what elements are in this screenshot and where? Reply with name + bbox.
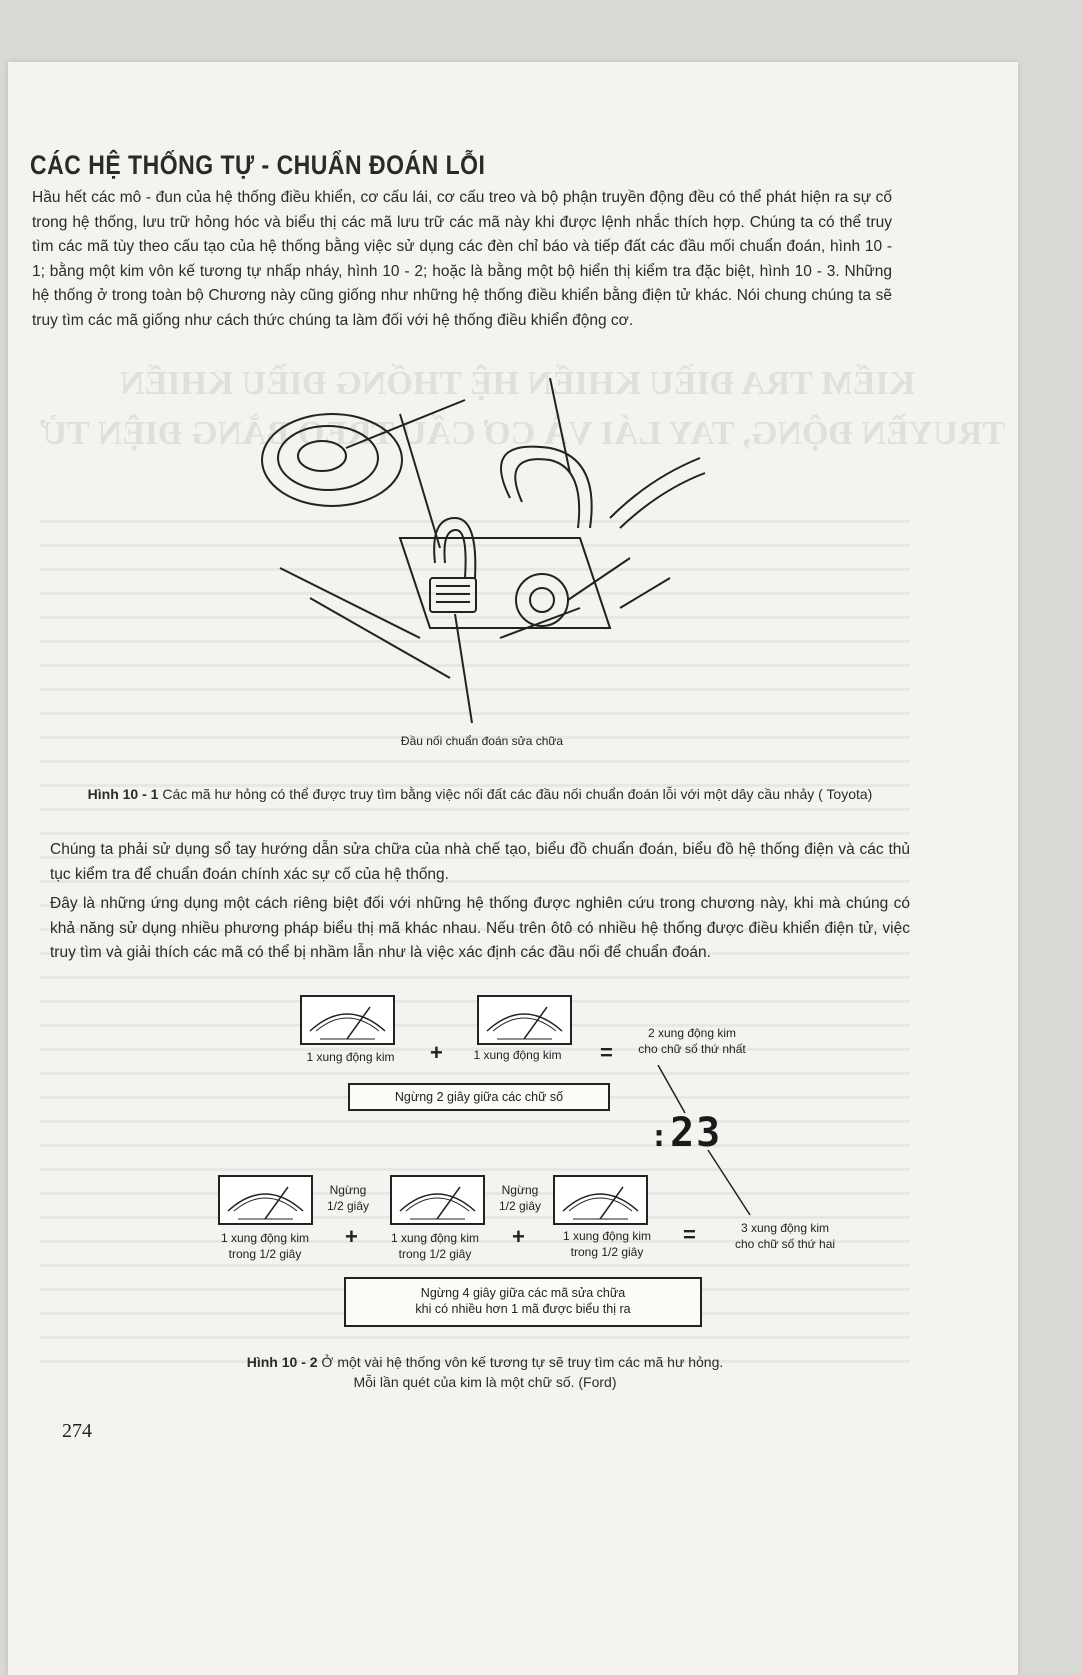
meter-icon-bottom-1: [218, 1175, 313, 1225]
meter-icon-top-2: [477, 995, 572, 1045]
pause-2s-box: Ngừng 2 giây giữa các chữ số: [348, 1083, 610, 1111]
figure-10-1-callout: Đầu nối chuẩn đoán sửa chữa: [400, 734, 564, 748]
pause-4s-line-2: khi có nhiều hơn 1 mã được biểu thị ra: [415, 1302, 631, 1316]
bottom-meter-1-line-2: trong 1/2 giây: [228, 1247, 302, 1261]
pause-half-label-1: [318, 1182, 378, 1214]
figure-10-2-caption-line-2: Mỗi lần quét của kim là một chữ số. (Ford): [353, 1374, 617, 1390]
bottom-meter-3-line-2: trong 1/2 giây: [570, 1245, 644, 1259]
second-digit-line-2: cho chữ số thứ hai: [734, 1237, 836, 1251]
bottom-meter-1-label: [200, 1230, 330, 1262]
pause-half-label-2: [490, 1182, 550, 1214]
top-meter-2-label: 1 xung động kim: [473, 1048, 562, 1062]
figure-10-2-caption: [170, 1352, 800, 1392]
meter-icon-bottom-2: [390, 1175, 485, 1225]
paragraph-applications: Đây là những ứng dụng một cách riêng biệt đối với những hệ thống được nghiên cứu trong chương này, khi mà chúng có khả năng sử dụng nhiều phương pháp biểu thị mã khác nhau. Nếu trên ôtô có nhiều hệ thống được điều khiển điện tử, việc truy tìm và giải thích các mã có thể bị nhầm lẫn như là việc xác định các đầu nối để chuẩn đoán.: [50, 895, 910, 961]
plus-sign-bottom-1: +: [345, 1224, 358, 1249]
figure-10-1-illustration: [250, 378, 710, 738]
meter-icon-bottom-3: [553, 1175, 648, 1225]
first-digit-line-2: cho chữ số thứ nhất: [638, 1042, 746, 1056]
bottom-meter-3-label: [542, 1228, 672, 1260]
bleed-through-line-1: KIỂM TRA ĐIỀU KHIỂN HỆ THỐNG ĐIỀU KHIỂN: [120, 365, 916, 402]
bleed-through-line-2: TRUYỀN ĐỘNG, TAY LÁI VÀ CƠ CẤU TREO BẰNG ĐIỆN TỬ: [40, 415, 1006, 452]
equals-sign-top: =: [600, 1040, 613, 1065]
code-display: [650, 1110, 722, 1156]
pause-half-2-line-2: 1/2 giây: [498, 1199, 542, 1213]
figure-10-2-caption-line-1: Ở một vài hệ thống vôn kế tương tự sẽ truy tìm các mã hư hỏng.: [321, 1354, 724, 1370]
plus-sign-bottom-2: +: [512, 1224, 525, 1249]
figure-10-1-caption-text: Các mã hư hỏng có thể được truy tìm bằng việc nối đất các đầu nối chuẩn đoán lỗi với một dây cầu nhảy ( Toyota): [162, 786, 873, 802]
equals-sign-bottom: =: [683, 1222, 696, 1247]
figure-10-2-caption-label: Hình 10 - 2: [246, 1354, 318, 1370]
pause-half-1-line-2: 1/2 giây: [326, 1199, 370, 1213]
figure-10-2-caption-row-1: [170, 1352, 800, 1372]
second-digit-line-1: 3 xung động kim: [740, 1221, 830, 1235]
second-digit-label: [705, 1220, 865, 1252]
code-display-colon: :: [650, 1119, 671, 1154]
top-meter-1-label: 1 xung động kim: [306, 1050, 395, 1064]
pause-half-1-line-1: Ngừng: [329, 1183, 367, 1197]
section-heading: CÁC HỆ THỐNG TỰ - CHUẨN ĐOÁN LỖI: [30, 150, 486, 180]
paragraph-manuals: Chúng ta phải sử dụng sổ tay hướng dẫn sửa chữa của nhà chế tạo, biểu đồ chuẩn đoán, biểu đồ hệ thống điện và các thủ tục kiểm tra để chuẩn đoán chính xác sự cố của hệ thống.: [50, 841, 910, 883]
pause-half-2-line-1: Ngừng: [501, 1183, 539, 1197]
intro-paragraph: Hầu hết các mô - đun của hệ thống điều khiển, cơ cấu lái, cơ cấu treo và bộ phận truyền động đều có thể phát hiện ra sự cố trong hệ thống, lưu trữ hỏng hóc và biểu thị các mã lưu trữ các mã này khi được lệnh nhắc thích hợp. Chúng ta có thể truy tìm các mã tùy theo cấu tạo của hệ thống bằng việc sử dụng các đèn chỉ báo và tiếp đất các đầu mối chuẩn đoán, hình 10 - 1; bằng một kim vôn kế tương tự nhấp nháy, hình 10 - 2; hoặc là bằng một bộ hiển thị kiểm tra đặc biệt, hình 10 - 3. Những hệ thống ở trong toàn bộ Chương này cũng giống như những hệ thống điều khiển bằng điện tử khác. Nói chung chúng ta sẽ truy tìm các mã giống như cách thức chúng ta làm đối với hệ thống điều khiển động cơ.: [32, 189, 892, 329]
pause-4s-box: [344, 1277, 702, 1327]
page-number: 274: [62, 1420, 92, 1442]
pause-4s-line-1: Ngừng 4 giây giữa các mã sửa chữa: [420, 1286, 626, 1300]
bottom-meter-2-line-2: trong 1/2 giây: [398, 1247, 472, 1261]
first-digit-line-1: 2 xung động kim: [647, 1026, 737, 1040]
bottom-meter-2-line-1: 1 xung động kim: [390, 1231, 480, 1245]
bottom-meter-1-line-1: 1 xung động kim: [220, 1231, 310, 1245]
figure-10-1-caption: [50, 784, 910, 804]
meter-icon-top-1: [300, 995, 395, 1045]
plus-sign-top: +: [430, 1040, 443, 1065]
code-display-digits: 23: [670, 1110, 723, 1156]
bottom-meter-2-label: [370, 1230, 500, 1262]
figure-10-1-caption-label: Hình 10 - 1: [87, 786, 159, 802]
first-digit-label: [612, 1025, 772, 1057]
bottom-meter-3-line-1: 1 xung động kim: [562, 1229, 652, 1243]
